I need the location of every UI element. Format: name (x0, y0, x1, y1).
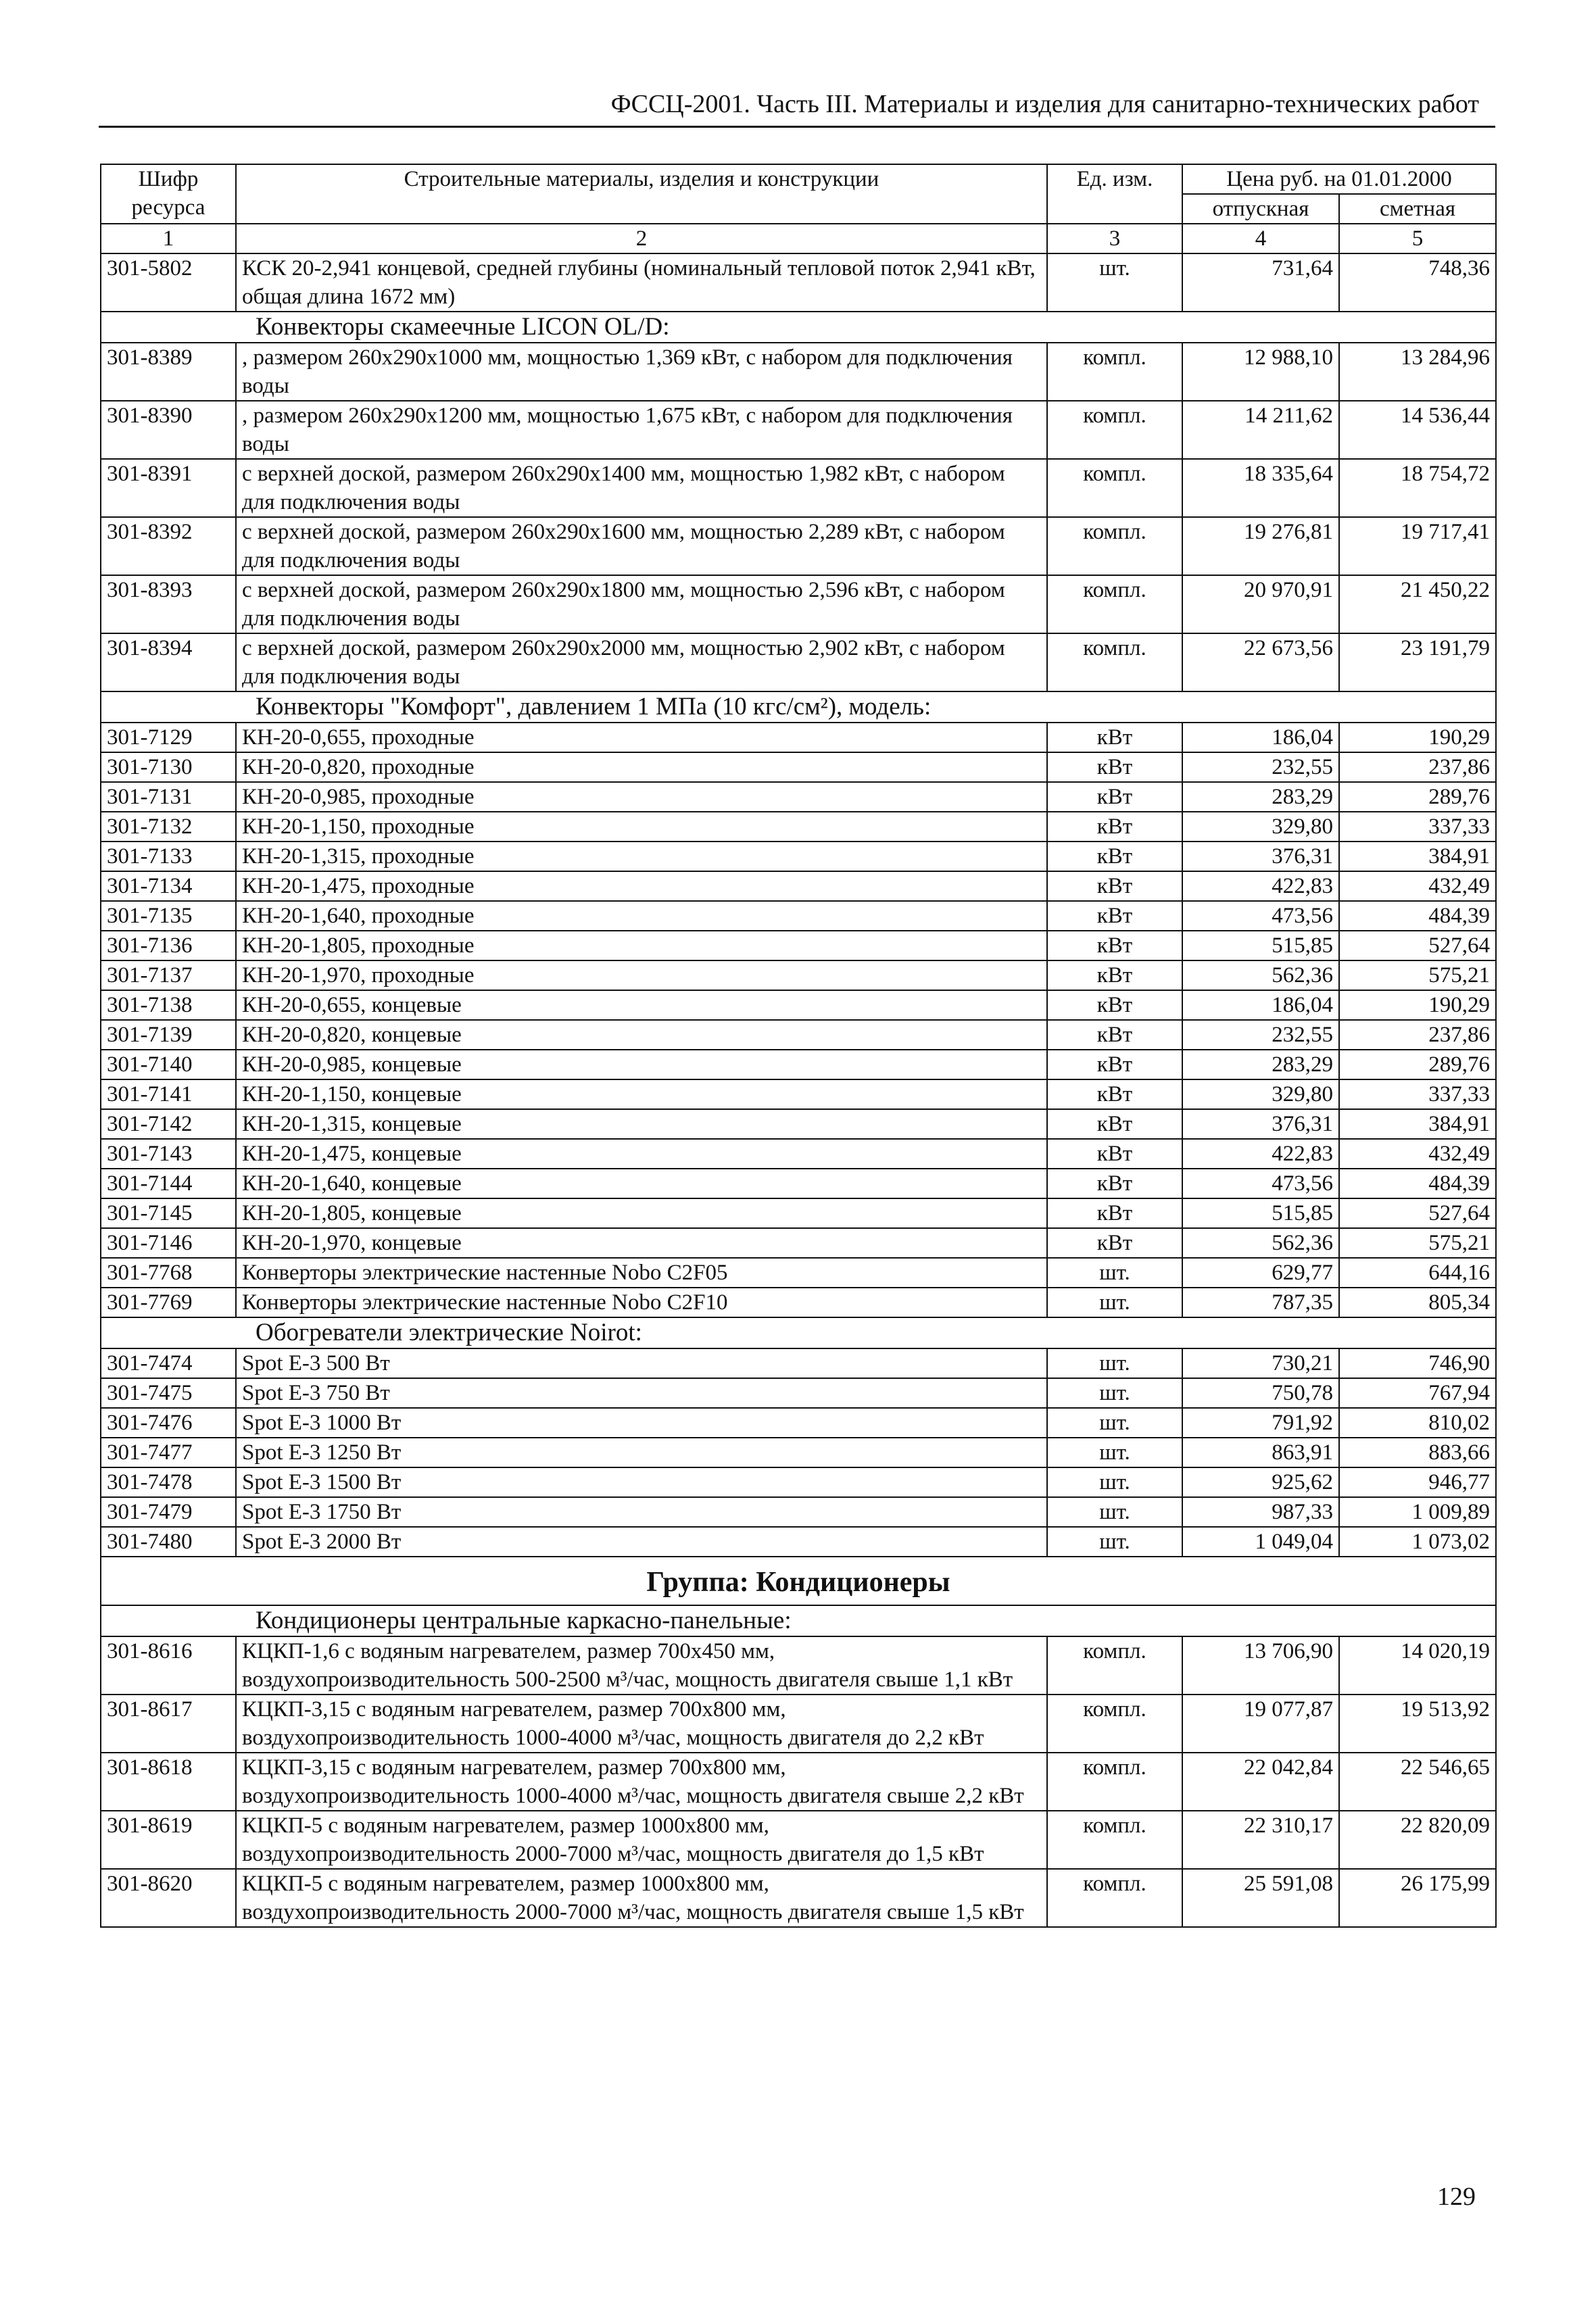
row-price-release: 473,56 (1182, 1169, 1339, 1198)
row-unit: компл. (1047, 1811, 1182, 1869)
table-row (101, 1497, 1496, 1527)
row-price-release: 791,92 (1182, 1408, 1339, 1438)
table-row (101, 517, 1496, 575)
row-price-release: 730,21 (1182, 1348, 1339, 1378)
table-row (101, 1288, 1496, 1317)
row-price-estimate: 22 546,65 (1339, 1753, 1496, 1811)
row-name: , размером 260x290x1000 мм, мощностью 1,369 кВт, с набором для подключения воды (236, 343, 1047, 401)
row-unit: шт. (1047, 1408, 1182, 1438)
row-price-release: 629,77 (1182, 1258, 1339, 1288)
row-price-estimate: 190,29 (1339, 990, 1496, 1020)
table-row (101, 960, 1496, 990)
row-unit: шт. (1047, 1258, 1182, 1288)
row-code: 301-7478 (101, 1467, 236, 1497)
row-price-estimate: 384,91 (1339, 842, 1496, 871)
row-price-release: 329,80 (1182, 812, 1339, 842)
row-name: КН-20-1,640, концевые (236, 1169, 1047, 1198)
row-price-estimate: 14 536,44 (1339, 401, 1496, 459)
row-name: КН-20-1,475, концевые (236, 1139, 1047, 1169)
row-code: 301-7139 (101, 1020, 236, 1050)
table-row (101, 1378, 1496, 1408)
row-name: КН-20-0,985, проходные (236, 782, 1047, 812)
row-unit: компл. (1047, 1869, 1182, 1927)
row-price-estimate: 484,39 (1339, 1169, 1496, 1198)
row-price-release: 186,04 (1182, 990, 1339, 1020)
table-row (101, 1079, 1496, 1109)
row-code: 301-7129 (101, 723, 236, 752)
table-header-row (101, 164, 1496, 194)
table-row (101, 752, 1496, 782)
row-code: 301-8616 (101, 1636, 236, 1695)
row-price-estimate: 432,49 (1339, 871, 1496, 901)
row-price-estimate: 13 284,96 (1339, 343, 1496, 401)
row-price-estimate: 746,90 (1339, 1348, 1496, 1378)
row-code: 301-7769 (101, 1288, 236, 1317)
header-code: Шифр ресурса (101, 164, 236, 224)
row-unit: кВт (1047, 1050, 1182, 1079)
row-name: , размером 260x290x1200 мм, мощностью 1,675 кВт, с набором для подключения воды (236, 401, 1047, 459)
table-row (101, 1169, 1496, 1198)
table-row (101, 723, 1496, 752)
row-code: 301-7141 (101, 1079, 236, 1109)
row-unit: компл. (1047, 517, 1182, 575)
row-unit: компл. (1047, 633, 1182, 691)
row-name: Конверторы электрические настенные Nobo C2F05 (236, 1258, 1047, 1288)
row-price-estimate: 767,94 (1339, 1378, 1496, 1408)
row-unit: кВт (1047, 1020, 1182, 1050)
row-unit: кВт (1047, 990, 1182, 1020)
row-name: КН-20-1,805, проходные (236, 931, 1047, 960)
row-name: с верхней доской, размером 260x290x1800 мм, мощностью 2,596 кВт, с набором для подключения воды (236, 575, 1047, 633)
table-row (101, 1811, 1496, 1869)
price-table (100, 164, 1497, 1928)
table-row (101, 1636, 1496, 1695)
table-row (101, 990, 1496, 1020)
row-price-estimate: 748,36 (1339, 253, 1496, 312)
row-name: КЦКП-5 с водяным нагревателем, размер 1000x800 мм, воздухопроизводительность 2000-7000 м³/час, мощность двигателя свыше 1,5 кВт (236, 1869, 1047, 1927)
row-code: 301-8392 (101, 517, 236, 575)
row-code: 301-8390 (101, 401, 236, 459)
row-name: КН-20-1,315, проходные (236, 842, 1047, 871)
row-price-estimate: 23 191,79 (1339, 633, 1496, 691)
row-name: Spot E-3 1750 Вт (236, 1497, 1047, 1527)
table-row (101, 901, 1496, 931)
row-code: 301-7474 (101, 1348, 236, 1378)
row-unit: кВт (1047, 931, 1182, 960)
row-unit: кВт (1047, 1109, 1182, 1139)
row-price-estimate: 19 513,92 (1339, 1695, 1496, 1753)
row-price-estimate: 575,21 (1339, 960, 1496, 990)
row-price-release: 19 276,81 (1182, 517, 1339, 575)
row-unit: компл. (1047, 401, 1182, 459)
page-number: 129 (1437, 2183, 1476, 2211)
row-price-estimate: 19 717,41 (1339, 517, 1496, 575)
row-price-estimate: 883,66 (1339, 1438, 1496, 1467)
row-code: 301-7479 (101, 1497, 236, 1527)
row-price-estimate: 432,49 (1339, 1139, 1496, 1169)
row-price-estimate: 384,91 (1339, 1109, 1496, 1139)
row-code: 301-8619 (101, 1811, 236, 1869)
section-row (101, 691, 1496, 723)
row-price-release: 473,56 (1182, 901, 1339, 931)
row-unit: кВт (1047, 871, 1182, 901)
row-price-release: 22 042,84 (1182, 1753, 1339, 1811)
row-price-estimate: 805,34 (1339, 1288, 1496, 1317)
row-price-estimate: 1 009,89 (1339, 1497, 1496, 1527)
group-title: Группа: Кондиционеры (101, 1557, 1496, 1605)
row-name: Spot E-3 500 Вт (236, 1348, 1047, 1378)
row-unit: кВт (1047, 1139, 1182, 1169)
row-code: 301-7132 (101, 812, 236, 842)
row-price-estimate: 237,86 (1339, 1020, 1496, 1050)
row-price-release: 13 706,90 (1182, 1636, 1339, 1695)
column-number: 2 (236, 224, 1047, 253)
row-unit: кВт (1047, 1198, 1182, 1228)
row-unit: кВт (1047, 723, 1182, 752)
table-row (101, 1109, 1496, 1139)
section-row (101, 1605, 1496, 1636)
section-title: Кондиционеры центральные каркасно-панельные: (256, 1607, 792, 1634)
row-unit: компл. (1047, 1753, 1182, 1811)
row-price-release: 376,31 (1182, 842, 1339, 871)
table-row (101, 1753, 1496, 1811)
row-name: КН-20-0,820, концевые (236, 1020, 1047, 1050)
row-price-release: 1 049,04 (1182, 1527, 1339, 1557)
table-row (101, 1527, 1496, 1557)
row-price-estimate: 484,39 (1339, 901, 1496, 931)
row-code: 301-7138 (101, 990, 236, 1020)
row-code: 301-8391 (101, 459, 236, 517)
row-price-release: 20 970,91 (1182, 575, 1339, 633)
row-unit: кВт (1047, 842, 1182, 871)
row-name: КН-20-1,475, проходные (236, 871, 1047, 901)
header-price: Цена руб. на 01.01.2000 (1182, 164, 1496, 194)
row-price-release: 515,85 (1182, 931, 1339, 960)
row-unit: шт. (1047, 1438, 1182, 1467)
row-code: 301-7137 (101, 960, 236, 990)
column-number: 3 (1047, 224, 1182, 253)
row-code: 301-7475 (101, 1378, 236, 1408)
row-code: 301-7131 (101, 782, 236, 812)
row-name: КН-20-0,655, концевые (236, 990, 1047, 1020)
row-price-release: 283,29 (1182, 782, 1339, 812)
row-name: с верхней доской, размером 260x290x1600 мм, мощностью 2,289 кВт, с набором для подключения воды (236, 517, 1047, 575)
header-unit: Ед. изм. (1047, 164, 1182, 224)
table-row (101, 842, 1496, 871)
section-title: Обогреватели электрические Noirot: (256, 1319, 642, 1346)
table-row (101, 812, 1496, 842)
row-price-release: 987,33 (1182, 1497, 1339, 1527)
table-row (101, 1695, 1496, 1753)
row-name: Конверторы электрические настенные Nobo C2F10 (236, 1288, 1047, 1317)
column-number: 5 (1339, 224, 1496, 253)
row-price-release: 562,36 (1182, 960, 1339, 990)
table-row (101, 931, 1496, 960)
row-unit: компл. (1047, 1695, 1182, 1753)
row-name: КН-20-1,315, концевые (236, 1109, 1047, 1139)
row-unit: шт. (1047, 1467, 1182, 1497)
table-row (101, 1408, 1496, 1438)
row-name: КН-20-0,655, проходные (236, 723, 1047, 752)
row-name: КН-20-1,970, концевые (236, 1228, 1047, 1258)
table-row (101, 1228, 1496, 1258)
row-unit: кВт (1047, 782, 1182, 812)
column-number: 1 (101, 224, 236, 253)
table-row (101, 575, 1496, 633)
row-name: КЦКП-3,15 с водяным нагревателем, размер 700x800 мм, воздухопроизводительность 1000-4000 м³/час, мощность двигателя до 2,2 кВт (236, 1695, 1047, 1753)
table-row (101, 1198, 1496, 1228)
row-unit: кВт (1047, 960, 1182, 990)
row-price-release: 925,62 (1182, 1467, 1339, 1497)
table-row (101, 1020, 1496, 1050)
row-unit: шт. (1047, 1378, 1182, 1408)
row-name: КН-20-0,985, концевые (236, 1050, 1047, 1079)
row-name: КН-20-1,970, проходные (236, 960, 1047, 990)
row-name: КСК 20-2,941 концевой, средней глубины (номинальный тепловой поток 2,941 кВт, общая длина 1672 мм) (236, 253, 1047, 312)
row-name: Spot E-3 1250 Вт (236, 1438, 1047, 1467)
row-price-release: 18 335,64 (1182, 459, 1339, 517)
table-row (101, 459, 1496, 517)
row-unit: кВт (1047, 752, 1182, 782)
table-row (101, 401, 1496, 459)
row-name: с верхней доской, размером 260x290x1400 мм, мощностью 1,982 кВт, с набором для подключения воды (236, 459, 1047, 517)
row-code: 301-7768 (101, 1258, 236, 1288)
row-price-release: 186,04 (1182, 723, 1339, 752)
row-price-release: 12 988,10 (1182, 343, 1339, 401)
row-unit: шт. (1047, 1348, 1182, 1378)
row-code: 301-7144 (101, 1169, 236, 1198)
row-price-estimate: 18 754,72 (1339, 459, 1496, 517)
row-price-estimate: 527,64 (1339, 931, 1496, 960)
table-row (101, 871, 1496, 901)
row-price-release: 515,85 (1182, 1198, 1339, 1228)
header-name: Строительные материалы, изделия и конструкции (236, 164, 1047, 224)
row-code: 301-7133 (101, 842, 236, 871)
row-name: КН-20-1,640, проходные (236, 901, 1047, 931)
row-code: 301-8618 (101, 1753, 236, 1811)
row-price-release: 750,78 (1182, 1378, 1339, 1408)
row-name: Spot E-3 1500 Вт (236, 1467, 1047, 1497)
row-code: 301-8617 (101, 1695, 236, 1753)
row-code: 301-5802 (101, 253, 236, 312)
row-unit: кВт (1047, 901, 1182, 931)
row-unit: кВт (1047, 812, 1182, 842)
row-name: КЦКП-3,15 с водяным нагревателем, размер 700x800 мм, воздухопроизводительность 1000-4000 м³/час, мощность двигателя свыше 2,2 кВт (236, 1753, 1047, 1811)
row-price-release: 232,55 (1182, 752, 1339, 782)
row-price-estimate: 21 450,22 (1339, 575, 1496, 633)
row-name: КН-20-1,805, концевые (236, 1198, 1047, 1228)
row-unit: компл. (1047, 575, 1182, 633)
group-row (101, 1557, 1496, 1605)
row-name: Spot E-3 2000 Вт (236, 1527, 1047, 1557)
row-name: КН-20-0,820, проходные (236, 752, 1047, 782)
row-code: 301-7142 (101, 1109, 236, 1139)
row-code: 301-8393 (101, 575, 236, 633)
row-name: КЦКП-1,6 с водяным нагревателем, размер 700x450 мм, воздухопроизводительность 500-2500 м³/час, мощность двигателя свыше 1,1 кВт (236, 1636, 1047, 1695)
row-price-release: 14 211,62 (1182, 401, 1339, 459)
row-name: Spot E-3 1000 Вт (236, 1408, 1047, 1438)
row-name: КН-20-1,150, концевые (236, 1079, 1047, 1109)
row-unit: кВт (1047, 1169, 1182, 1198)
table-row (101, 633, 1496, 691)
row-code: 301-7145 (101, 1198, 236, 1228)
row-code: 301-8389 (101, 343, 236, 401)
section-title: Конвекторы скамеечные LICON OL/D: (256, 313, 670, 341)
row-name: с верхней доской, размером 260x290x2000 мм, мощностью 2,902 кВт, с набором для подключения воды (236, 633, 1047, 691)
row-price-release: 329,80 (1182, 1079, 1339, 1109)
row-price-release: 731,64 (1182, 253, 1339, 312)
row-price-release: 22 310,17 (1182, 1811, 1339, 1869)
row-price-release: 232,55 (1182, 1020, 1339, 1050)
row-price-estimate: 946,77 (1339, 1467, 1496, 1497)
row-price-release: 562,36 (1182, 1228, 1339, 1258)
table-row (101, 1869, 1496, 1927)
table-row (101, 253, 1496, 312)
row-unit: компл. (1047, 1636, 1182, 1695)
row-unit: шт. (1047, 1288, 1182, 1317)
row-code: 301-7476 (101, 1408, 236, 1438)
row-price-estimate: 575,21 (1339, 1228, 1496, 1258)
page-header (99, 87, 1495, 128)
header-price-estimate: сметная (1339, 194, 1496, 224)
row-price-release: 787,35 (1182, 1288, 1339, 1317)
row-code: 301-7477 (101, 1438, 236, 1467)
row-code: 301-7134 (101, 871, 236, 901)
table-row (101, 1139, 1496, 1169)
row-price-release: 25 591,08 (1182, 1869, 1339, 1927)
page-header-title: ФССЦ-2001. Часть III. Материалы и изделия для санитарно-технических работ (610, 90, 1479, 118)
row-price-release: 422,83 (1182, 871, 1339, 901)
row-price-estimate: 289,76 (1339, 1050, 1496, 1079)
row-unit: компл. (1047, 459, 1182, 517)
table-row (101, 1348, 1496, 1378)
row-code: 301-7130 (101, 752, 236, 782)
row-price-estimate: 644,16 (1339, 1258, 1496, 1288)
row-code: 301-7136 (101, 931, 236, 960)
row-price-estimate: 22 820,09 (1339, 1811, 1496, 1869)
table-row (101, 1438, 1496, 1467)
row-price-release: 376,31 (1182, 1109, 1339, 1139)
header-price-release: отпускная (1182, 194, 1339, 224)
section-title: Конвекторы "Комфорт", давлением 1 МПа (10 кгс/см²), модель: (256, 693, 932, 721)
row-unit: кВт (1047, 1228, 1182, 1258)
row-price-estimate: 527,64 (1339, 1198, 1496, 1228)
row-unit: шт. (1047, 1497, 1182, 1527)
table-row (101, 782, 1496, 812)
row-code: 301-7480 (101, 1527, 236, 1557)
row-price-estimate: 289,76 (1339, 782, 1496, 812)
row-code: 301-7146 (101, 1228, 236, 1258)
table-row (101, 1050, 1496, 1079)
row-name: КЦКП-5 с водяным нагревателем, размер 1000x800 мм, воздухопроизводительность 2000-7000 м³/час, мощность двигателя до 1,5 кВт (236, 1811, 1047, 1869)
row-price-release: 19 077,87 (1182, 1695, 1339, 1753)
row-price-release: 863,91 (1182, 1438, 1339, 1467)
section-row (101, 312, 1496, 343)
row-name: КН-20-1,150, проходные (236, 812, 1047, 842)
section-row (101, 1317, 1496, 1348)
row-price-release: 422,83 (1182, 1139, 1339, 1169)
row-price-estimate: 237,86 (1339, 752, 1496, 782)
table-row (101, 1258, 1496, 1288)
row-code: 301-8620 (101, 1869, 236, 1927)
row-price-release: 283,29 (1182, 1050, 1339, 1079)
row-price-estimate: 337,33 (1339, 1079, 1496, 1109)
column-number: 4 (1182, 224, 1339, 253)
row-unit: шт. (1047, 253, 1182, 312)
column-number-row (101, 224, 1496, 253)
row-code: 301-7143 (101, 1139, 236, 1169)
row-price-estimate: 190,29 (1339, 723, 1496, 752)
row-price-estimate: 337,33 (1339, 812, 1496, 842)
row-code: 301-7140 (101, 1050, 236, 1079)
row-price-release: 22 673,56 (1182, 633, 1339, 691)
row-unit: шт. (1047, 1527, 1182, 1557)
row-name: Spot E-3 750 Вт (236, 1378, 1047, 1408)
row-price-estimate: 810,02 (1339, 1408, 1496, 1438)
row-price-estimate: 26 175,99 (1339, 1869, 1496, 1927)
row-code: 301-7135 (101, 901, 236, 931)
row-price-estimate: 14 020,19 (1339, 1636, 1496, 1695)
table-row (101, 343, 1496, 401)
row-unit: кВт (1047, 1079, 1182, 1109)
row-code: 301-8394 (101, 633, 236, 691)
row-unit: компл. (1047, 343, 1182, 401)
row-price-estimate: 1 073,02 (1339, 1527, 1496, 1557)
table-row (101, 1467, 1496, 1497)
